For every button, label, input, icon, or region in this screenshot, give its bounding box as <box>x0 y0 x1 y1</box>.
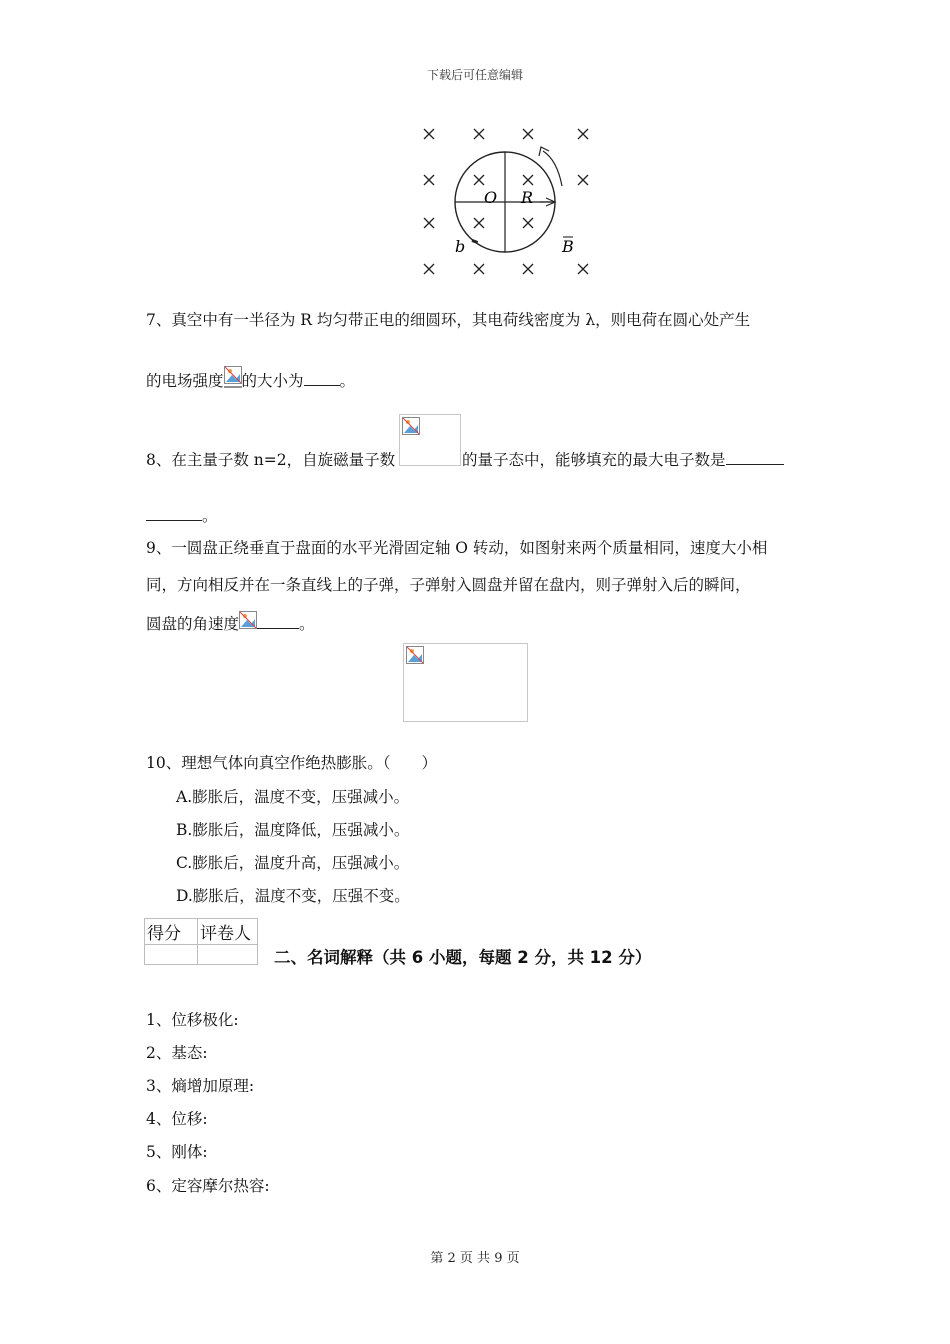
term-item: 5、刚体: <box>146 1143 208 1161</box>
section2-title: 二、名词解释（共 6 小题，每题 2 分，共 12 分） <box>274 948 652 967</box>
rotation-arrow <box>543 151 562 186</box>
q8-line2 <box>146 506 218 526</box>
score-table <box>144 918 258 965</box>
q9-line3-end: 。 <box>299 615 315 633</box>
score-label: 得分 <box>145 919 198 945</box>
page-header: 下载后可任意编辑 <box>426 68 523 82</box>
q9-answer-blank[interactable] <box>257 614 299 629</box>
q7-line2 <box>146 366 355 391</box>
q9-image-frame <box>403 643 528 722</box>
q10-option-d: D.膨胀后，温度不变，压强不变。 <box>176 887 410 905</box>
q10-option-b: B.膨胀后，温度降低，压强减小。 <box>176 821 410 839</box>
q7-line1: 7、真空中有一半径为 R 均匀带正电的细圆环，其电荷线密度为 λ，则电荷在圆心处产生 <box>146 311 751 329</box>
label-o: O <box>484 188 498 207</box>
q10-option-c: C.膨胀后，温度升高，压强减小。 <box>176 854 410 872</box>
q9-line3 <box>146 611 315 634</box>
broken-image-icon <box>402 417 420 435</box>
label-b: b <box>455 237 466 256</box>
label-r: R <box>521 188 534 207</box>
label-b-vector: B <box>562 237 574 256</box>
term-item: 2、基态: <box>146 1044 208 1062</box>
q7-answer-blank[interactable] <box>304 371 340 386</box>
q8-prefix: 8、在主量子数 n=2，自旋磁量子数 <box>146 451 396 469</box>
term-item: 1、位移极化: <box>146 1011 239 1029</box>
q7-line2-end: 。 <box>339 372 356 390</box>
q8-end: 。 <box>202 507 218 525</box>
q8-text <box>462 450 784 470</box>
q8-image-frame <box>399 414 461 466</box>
grader-cell[interactable] <box>198 945 258 965</box>
q10-stem: 10、理想气体向真空作绝热膨胀。（ ） <box>146 754 437 772</box>
broken-image-icon <box>239 611 257 631</box>
q8-answer-blank-cont[interactable] <box>146 506 202 521</box>
q10-option-a: A.膨胀后，温度不变，压强减小。 <box>176 788 410 806</box>
magnetic-field-figure <box>412 120 602 282</box>
broken-image-icon <box>224 366 242 388</box>
q7-line2-prefix: 的电场强度 <box>146 372 224 390</box>
term-item: 3、熵增加原理: <box>146 1077 255 1095</box>
grader-label: 评卷人 <box>198 919 258 945</box>
q9-line3-prefix: 圆盘的角速度 <box>146 615 240 633</box>
term-item: 6、定容摩尔热容: <box>146 1177 270 1195</box>
q9-line1: 9、一圆盘正绕垂直于盘面的水平光滑固定轴 O 转动，如图射来两个质量相同，速度大小相 <box>146 539 768 557</box>
broken-image-icon <box>406 646 424 664</box>
point-b-marker <box>471 239 478 244</box>
term-item: 4、位移: <box>146 1110 208 1128</box>
score-cell[interactable] <box>145 945 198 965</box>
q8-suffix: 的量子态中，能够填充的最大电子数是 <box>462 451 726 469</box>
q8-answer-blank[interactable] <box>726 450 784 465</box>
page-footer: 第 2 页 共 9 页 <box>430 1251 520 1266</box>
q9-line2: 同，方向相反并在一条直线上的子弹，子弹射入圆盘并留在盘内，则子弹射入后的瞬间， <box>146 576 751 594</box>
q7-line2-middle: 的大小为 <box>241 372 304 390</box>
